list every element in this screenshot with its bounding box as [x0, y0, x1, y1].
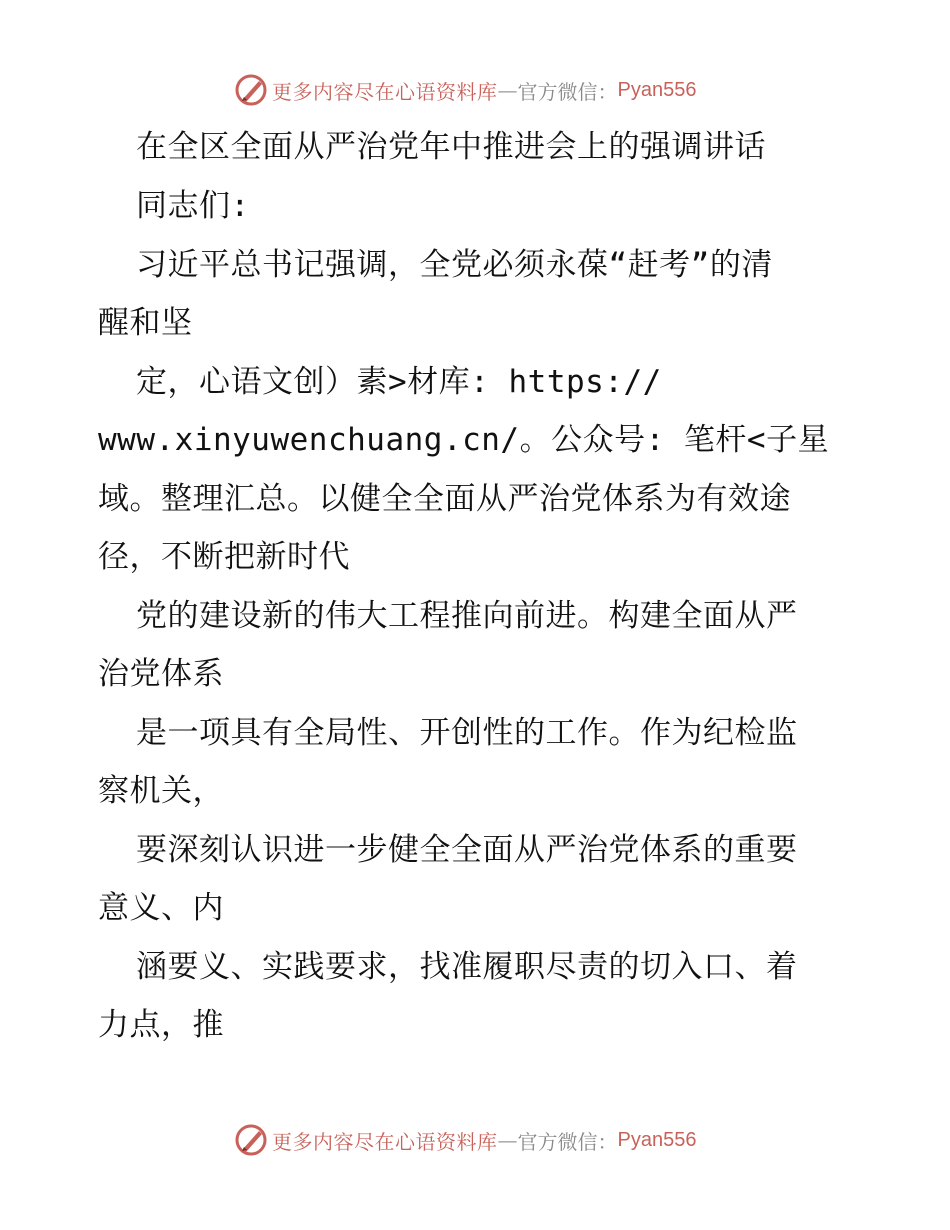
- header-wechat-label: 官方微信：: [517, 79, 618, 104]
- footer-banner: [0, 1120, 950, 1160]
- footer-banner-text: 更多内容尽在心语资料库: [272, 1129, 498, 1154]
- paragraph-line: 涵要义、实践要求，找准履职尽责的切入口、着: [136, 949, 798, 985]
- paragraph-line: www.xinyuwenchuang.cn/。公众号: 笔杆<子星: [98, 422, 830, 458]
- paragraph-line: 是一项具有全局性、开创性的工作。作为纪检监: [136, 715, 798, 751]
- paragraph-line: 域。整理汇总。以健全全面从严治党体系为有效途: [98, 481, 791, 517]
- paragraph-line: 习近平总书记强调，全党必须永葆“赶考”的清: [136, 247, 773, 283]
- paragraph-line: 治党体系: [98, 656, 224, 692]
- paragraph-line: 醒和坚: [98, 305, 193, 341]
- header-banner-content: [234, 70, 696, 110]
- paragraph-line: 党的建设新的伟大工程推向前进。构建全面从严: [136, 598, 798, 634]
- footer-banner-content: [234, 1120, 696, 1160]
- salutation: 同志们:: [136, 188, 250, 224]
- header-banner: [0, 70, 950, 110]
- document-title: 在全区全面从严治党年中推进会上的强调讲话: [136, 129, 766, 165]
- footer-banner-dash: —: [497, 1128, 518, 1152]
- paragraph-line: 要深刻认识进一步健全全面从严治党体系的重要: [136, 832, 798, 868]
- footer-wechat-id: Pyan556: [617, 1128, 697, 1151]
- header-banner-text: 更多内容尽在心语资料库: [272, 79, 498, 104]
- header-banner-dash: —: [497, 78, 518, 102]
- paragraph-line: 力点，推: [98, 1007, 224, 1043]
- paragraph-line: 径，不断把新时代: [98, 539, 350, 575]
- header-wechat-id: Pyan556: [617, 78, 697, 101]
- paragraph-line: 察机关，: [98, 773, 224, 809]
- paragraph-line: 意义、内: [98, 890, 224, 926]
- paragraph-line: 定，心语文创）素>材库: https://: [136, 364, 662, 400]
- footer-wechat-label: 官方微信：: [517, 1129, 618, 1154]
- pen-seal-icon: [234, 1123, 268, 1157]
- pen-seal-icon: [234, 73, 268, 107]
